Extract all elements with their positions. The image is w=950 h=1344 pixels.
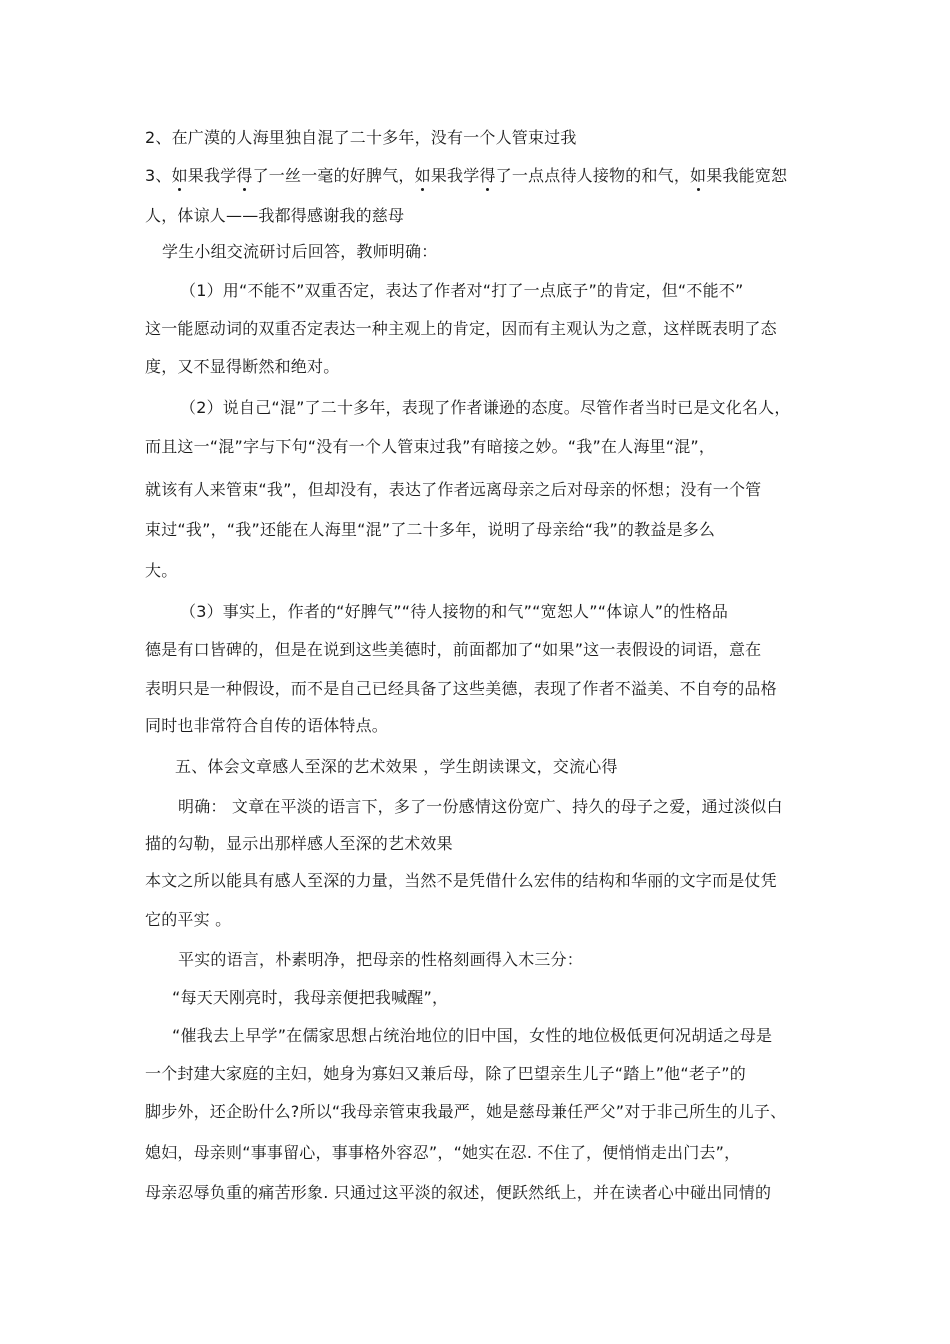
text-line: 束过“我”，“我”还能在人海里“混”了二十多年，说明了母亲给“我”的教益是多么 xyxy=(145,520,716,539)
section-heading: 五、体会文章感人至深的艺术效果 ，学生朗读课文，交流心得 xyxy=(175,757,618,776)
text-line: 人，体谅人——我都得感谢我的慈母 xyxy=(145,206,405,225)
text-line: 大。 xyxy=(145,561,178,580)
text-line-emphasis xyxy=(145,166,787,186)
text-line: 明确： 文章在平淡的语言下，多了一份感情这份宽广、持久的母子之爱，通过淡似白 xyxy=(178,797,783,816)
text-line: 它的平实 。 xyxy=(145,910,232,929)
text-segment: 3、 xyxy=(145,166,172,185)
emphasis-mark: 如 xyxy=(414,166,431,185)
text-segment: 果我学 xyxy=(430,166,480,185)
text-line: （3）事实上，作者的“好脾气”“待人接物的和气”“宽恕人”“体谅人”的性格品 xyxy=(180,602,729,621)
emphasis-mark: 得 xyxy=(479,166,496,185)
emphasis-mark: 如 xyxy=(171,166,188,185)
text-line: 这一能愿动词的双重否定表达一种主观上的肯定，因而有主观认为之意，这样既表明了态 xyxy=(145,319,777,338)
text-line: 媳妇，母亲则“事事留心，事事格外容忍”，“她实在忍. 不住了，便悄悄走出门去”， xyxy=(145,1143,741,1162)
text-line: 本文之所以能具有感人至深的力量，当然不是凭借什么宏伟的结构和华丽的文字而是仗凭 xyxy=(145,871,777,890)
text-line: 德是有口皆碑的，但是在说到这些美德时，前面都加了“如果”这一表假设的词语，意在 xyxy=(145,640,762,659)
emphasis-mark: 如 xyxy=(690,166,707,185)
text-line: 度，又不显得断然和绝对。 xyxy=(145,357,340,376)
quote-line: “每天天刚亮时，我母亲便把我喊醒”， xyxy=(172,988,449,1007)
text-line: 就该有人来管束“我”，但却没有，表达了作者远离母亲之后对母亲的怀想；没有一个管 xyxy=(145,480,762,499)
text-line: 一个封建大家庭的主妇，她身为寡妇又兼后母，除了巴望亲生儿子“踏上”他“老子”的 xyxy=(145,1064,746,1083)
text-segment: 了一点点待人接物的和气， xyxy=(495,166,691,185)
text-line: 2、在广漠的人海里独自混了二十多年，没有一个人管束过我 xyxy=(145,128,577,147)
emphasis-mark: 得 xyxy=(236,166,253,185)
text-segment: 果我能宽恕 xyxy=(706,166,788,185)
text-line: “催我去上早学”在儒家思想占统治地位的旧中国，女性的地位极低更何况胡适之母是 xyxy=(172,1026,773,1045)
text-line: （1）用“不能不”双重否定，表达了作者对“打了一点底子”的肯定，但“不能不” xyxy=(180,281,744,300)
text-line: 表明只是一种假设，而不是自己已经具备了这些美德，表现了作者不溢美、不自夸的品格 xyxy=(145,679,777,698)
text-line: 同时也非常符合自传的语体特点。 xyxy=(145,716,389,735)
text-segment: 果我学 xyxy=(187,166,237,185)
text-line: 描的勾勒，显示出那样感人至深的艺术效果 xyxy=(145,834,453,853)
text-line: 母亲忍辱负重的痛苦形象. 只通过这平淡的叙述，便跃然纸上，并在读者心中碰出同情的 xyxy=(145,1183,772,1202)
text-line: 而且这一“混”字与下句“没有一个人管束过我”有暗接之妙。“我”在人海里“混”， xyxy=(145,437,716,456)
text-line: （2）说自己“混”了二十多年，表现了作者谦逊的态度。尽管作者当时已是文化名人， xyxy=(180,398,791,417)
text-line: 脚步外，还企盼什么?所以“我母亲管束我最严，她是慈母兼任严父”对于非己所生的儿子、 xyxy=(145,1102,787,1121)
text-line: 学生小组交流研讨后回答，教师明确： xyxy=(162,242,438,261)
text-segment: 了一丝一毫的好脾气， xyxy=(252,166,415,185)
text-line: 平实的语言，朴素明净，把母亲的性格刻画得入木三分： xyxy=(178,950,584,969)
